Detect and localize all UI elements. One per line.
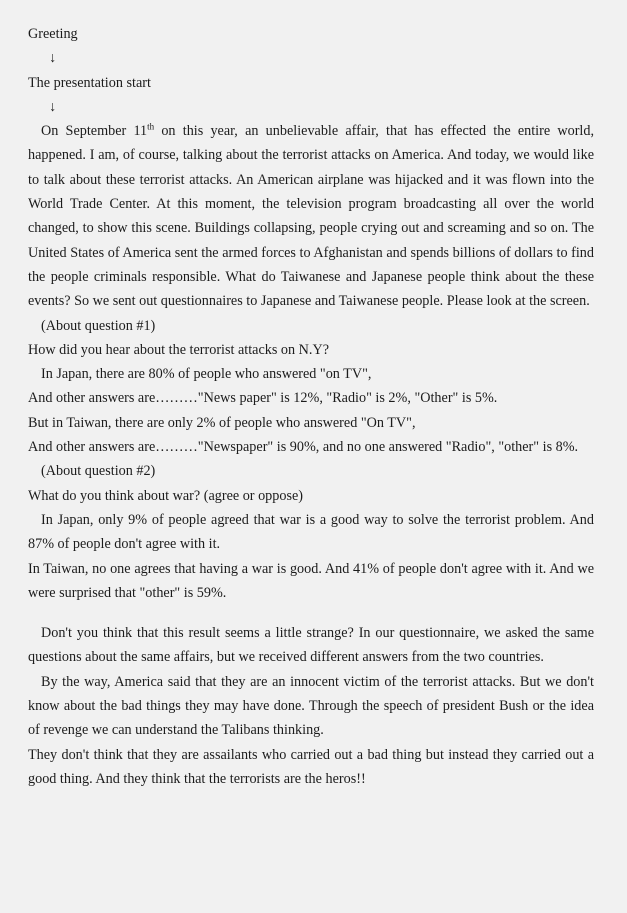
flow-greeting: Greeting — [28, 26, 78, 42]
question-1-japan-tv: In Japan, there are 80% of people who answered "on TV", — [41, 366, 372, 383]
question-1-heading: (About question #1) — [41, 317, 156, 334]
intro-date: On September 11 — [41, 123, 148, 140]
question-1-japan-other: And other answers are………"News paper" is 12%, "Radio" is 2%, "Other" is 5%. — [28, 390, 498, 407]
question-1-text: How did you hear about the terrorist attacks on N.Y? — [28, 341, 330, 358]
conclusion-paragraph-1: Don't you think that this result seems a little strange? In our questionnaire, we asked the same questions about the same affairs, but we received different answers from the two countries. — [28, 625, 594, 666]
question-2-japan: In Japan, only 9% of people agreed that war is a good way to solve the terrorist problem. And 87% of people don't agree with it. — [28, 511, 594, 553]
flow-presentation-start: The presentation start — [28, 74, 151, 91]
section-gap — [28, 605, 594, 621]
conclusion-paragraph-3: They don't think that they are assailants who carried out a bad thing but instead they carried out a good thing. And they think that the terrorists are the heros!! — [28, 746, 594, 787]
intro-date-suffix: th — [147, 121, 155, 132]
question-2-heading: (About question #2) — [41, 463, 156, 480]
conclusion-paragraph-2: By the way, America said that they are an innocent victim of the terrorist attacks. But we don't know about the bad things they may have done. Through the speech of president Bush or the idea of revenge we can understand the Talibans thinking. — [28, 673, 594, 739]
question-2-taiwan: In Taiwan, no one agrees that having a war is good. And 41% of people don't agree with it. And we were surprised that "other" is 59%. — [28, 560, 594, 601]
question-1-taiwan-tv: But in Taiwan, there are only 2% of people who answered "On TV", — [28, 414, 416, 431]
question-1-taiwan-other: And other answers are………"Newspaper" is 90%, and no one answered "Radio", "other" is 8%. — [28, 439, 579, 456]
intro-body: on this year, an unbelievable affair, that has effected the entire world, happened. I am, of course, talking about the terrorist attacks on America. And today, we would like to talk about these terrorist attacks. An American airplane was hijacked and it was flown into the World Trade Center. At this moment, the television program broadcasting all over the world changed, to show this scene. Buildings collapsing, people crying out and screaming and so on. The United States of America sent the armed forces to Afghanistan and spends billions of dollars to find the people criminals responsible. What do Taiwanese and Japanese people think about the these events? So we sent out questionnaires to Japanese and Taiwanese people. Please look at the screen. — [28, 123, 594, 310]
flow-arrow-2: ↓ — [49, 98, 57, 115]
question-2-text: What do you think about war? (agree or oppose) — [28, 487, 303, 504]
intro-paragraph — [28, 119, 594, 313]
flow-arrow-1: ↓ — [49, 50, 57, 67]
